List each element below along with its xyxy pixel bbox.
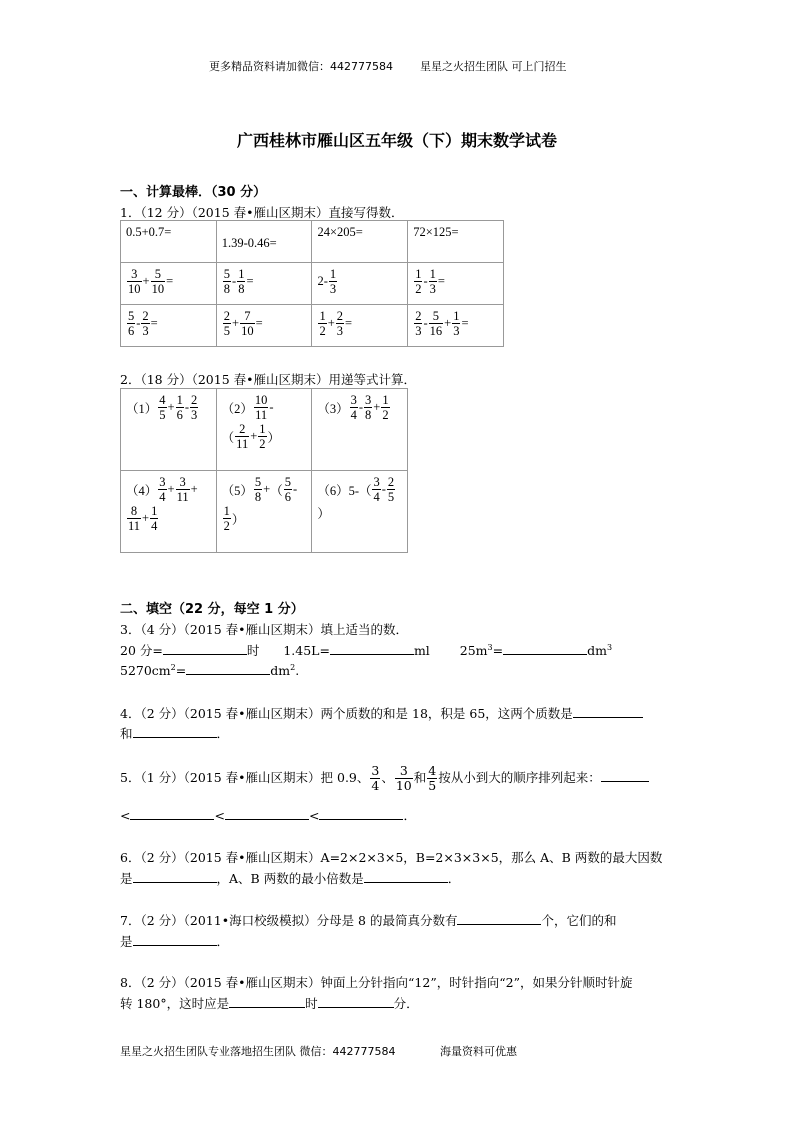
section-2-heading: 二、填空（22 分，每空 1 分） xyxy=(120,602,304,617)
q1-cell: 0.5+0.7= xyxy=(121,221,217,263)
q8-line-1: 8．（2 分）（2015 春•雁山区期末）钟面上分针指向“12”，时针指向“2”，如果分针顺时针旋 xyxy=(120,975,633,990)
page-title: 广西桂林市雁山区五年级（下）期末数学试卷 xyxy=(236,131,557,150)
q5-blank[interactable] xyxy=(130,807,214,820)
header-slogan: 星星之火招生团队 可上门招生 xyxy=(420,60,567,73)
q2-cell-5: （5） $\frac{5}{8}$ +（ $\frac{5}{6}$ - $\frac{1}{2}$ ） xyxy=(216,471,312,553)
q5-line-1: 5．（1 分）（2015 春•雁山区期末）把 0.9、 $\frac{3}{4}$ 、 $\frac{3}{10}$ 和 $\frac{4}{5}$ 按从小到大的顺序排列起来： xyxy=(120,764,649,793)
q3-stem: 3．（4 分）（2015 春•雁山区期末）填上适当的数． xyxy=(120,622,409,637)
q1-cell: $\frac{1}{2}$ - $\frac{1}{3}$ = xyxy=(408,263,504,305)
q2-cell-4: （4） $\frac{3}{4}$ + $\frac{3}{11}$ + $\frac{8}{11}$ + $\frac{1}{4}$ xyxy=(121,471,217,553)
q5-line-2: < < < ． xyxy=(120,808,416,823)
q1-cell: $\frac{3}{10}$ + $\frac{5}{10}$ = xyxy=(121,263,217,305)
q2-stem: 2．（18 分）（2015 春•雁山区期末）用递等式计算． xyxy=(120,372,416,387)
q2-cell-1: （1） $\frac{4}{5}$ + $\frac{1}{6}$ - $\frac{2}{3}$ xyxy=(121,389,217,471)
q3-line-1: 20 分= 时 1.45L= ml $25m^3= dm^3$ xyxy=(120,642,613,658)
q2-cell-3: （3） $\frac{3}{4}$ - $\frac{3}{8}$ + $\frac{1}{2}$ xyxy=(312,389,408,471)
q1-cell: $\frac{5}{6}$ - $\frac{2}{3}$ = xyxy=(121,305,217,347)
section-1-heading: 一、计算最棒．（30 分） xyxy=(120,185,267,200)
q5-blank[interactable] xyxy=(319,807,403,820)
q1-cell: $\frac{1}{2}$ + $\frac{2}{3}$ = xyxy=(312,305,408,347)
q7-line-2: 是 ． xyxy=(120,934,230,949)
q3-blank[interactable] xyxy=(330,642,414,655)
q3-blank[interactable] xyxy=(186,662,270,675)
q6-blank[interactable] xyxy=(133,870,217,883)
q1-table xyxy=(120,220,504,347)
q4-blank[interactable] xyxy=(133,725,217,738)
q2-table xyxy=(120,388,408,553)
q2-cell-2: （2） $\frac{10}{11}$ - （ $\frac{2}{11}$ + $\frac{1}{2}$ ） xyxy=(216,389,312,471)
q1-cell: $\frac{2}{5}$ + $\frac{7}{10}$ = xyxy=(216,305,312,347)
q1-cell: 24×205= xyxy=(312,221,408,263)
q1-cell: 72×125= xyxy=(408,221,504,263)
q7-line-1: 7．（2 分）（2011•海口校级模拟）分母是 8 的最简真分数有 个，它们的和 xyxy=(120,913,617,928)
q1-cell: $\frac{2}{3}$ - $\frac{5}{16}$ + $\frac{1}{3}$ = xyxy=(408,305,504,347)
q1-cell: 1.39-0.46= xyxy=(216,221,312,263)
q8-blank[interactable] xyxy=(318,995,394,1008)
q7-blank[interactable] xyxy=(457,912,541,925)
footer-contact: 星星之火招生团队专业落地招生团队 微信：442777584 xyxy=(120,1045,396,1058)
q4-blank[interactable] xyxy=(573,705,643,718)
q3-line-2: $5270cm^2= dm^2$. xyxy=(120,662,300,678)
q8-line-2: 转 180°，这时应是 时 分． xyxy=(120,996,419,1011)
q8-blank[interactable] xyxy=(229,995,305,1008)
footer-promo: 海量资料可优惠 xyxy=(440,1045,517,1058)
q6-line-1: 6．（2 分）（2015 春•雁山区期末）A=2×2×3×5，B=2×3×3×5，那么 A、B 两数的最大因数 xyxy=(120,850,663,865)
q5-blank[interactable] xyxy=(225,807,309,820)
q6-blank[interactable] xyxy=(364,870,448,883)
q3-blank[interactable] xyxy=(503,642,587,655)
q4-line-1: 4．（2 分）（2015 春•雁山区期末）两个质数的和是 18，积是 65，这两个质数是 xyxy=(120,704,643,722)
q6-line-2: 是 ，A、B 两数的最小倍数是 ． xyxy=(120,871,461,886)
q1-stem: 1．（12 分）（2015 春•雁山区期末）直接写得数． xyxy=(120,205,404,220)
q5-blank[interactable] xyxy=(601,769,649,782)
q1-cell: 2- $\frac{1}{3}$ xyxy=(312,263,408,305)
q1-cell: $\frac{5}{8}$ - $\frac{1}{8}$ = xyxy=(216,263,312,305)
q7-blank[interactable] xyxy=(133,933,217,946)
q4-line-2: 和 ． xyxy=(120,726,230,741)
q3-blank[interactable] xyxy=(163,642,247,655)
q2-cell-6: （6）5-（ $\frac{3}{4}$ - $\frac{2}{5}$ ） xyxy=(312,471,408,553)
header-contact: 更多精品资料请加微信：442777584 xyxy=(209,60,393,73)
